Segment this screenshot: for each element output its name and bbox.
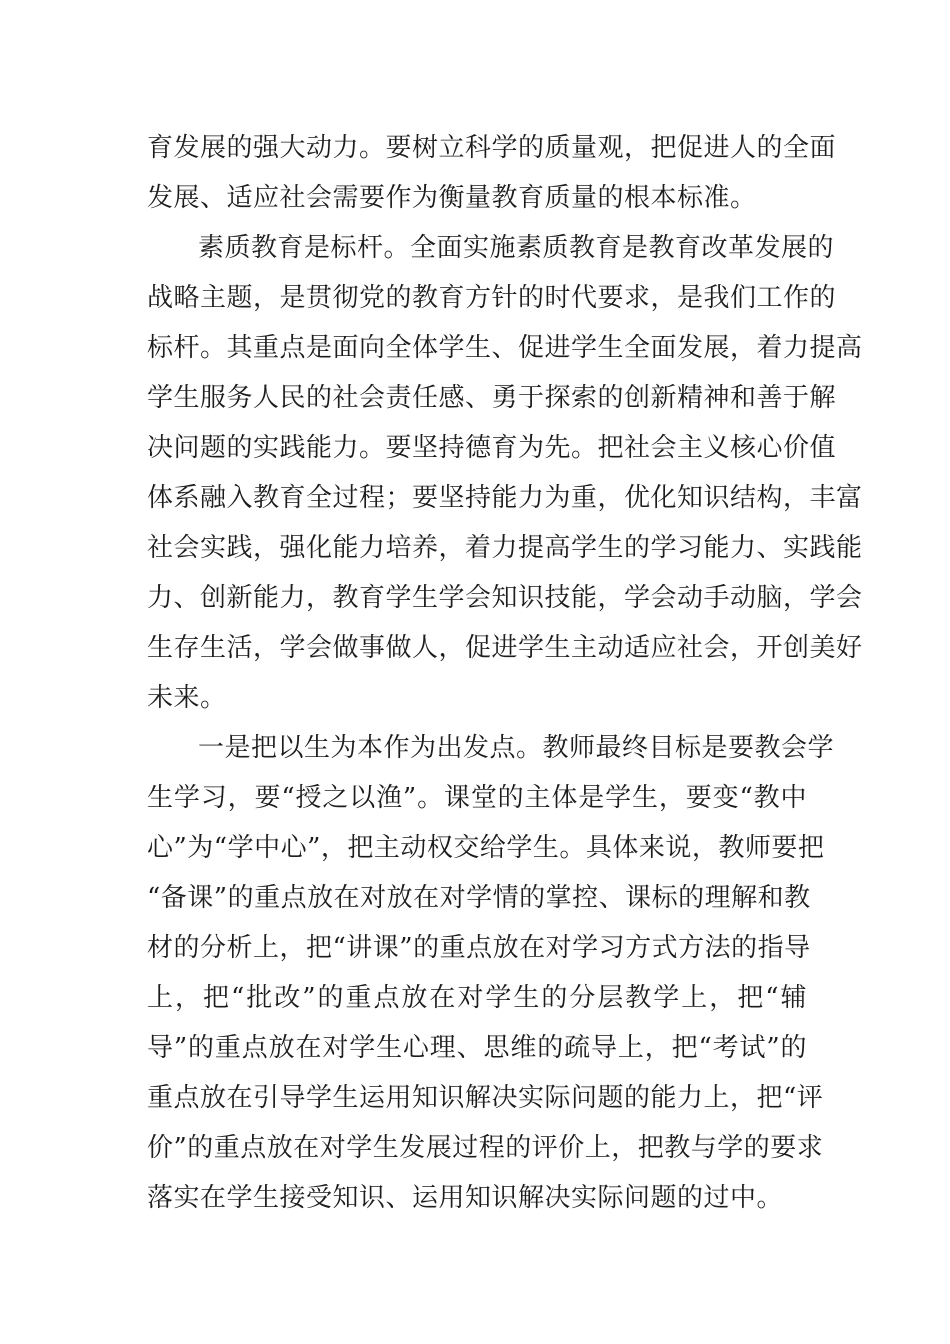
text-line: 标杆。其重点是面向全体学生、促进学生全面发展，着力提高 — [147, 333, 863, 363]
text-line: 价”的重点放在对学生发展过程的评价上，把教与学的要求 — [147, 1133, 824, 1163]
paragraph-start-line: 素质教育是标杆。全面实施素质教育是教育改革发展的 — [198, 233, 835, 263]
text-line: 生学习，要“授之以渔”。课堂的主体是学生，要变“教中 — [147, 783, 807, 813]
text-line: 学生服务人民的社会责任感、勇于探索的创新精神和善于解 — [147, 383, 837, 413]
paragraph-start-line: 一是把以生为本作为出发点。教师最终目标是要教会学 — [198, 733, 835, 763]
text-line: “备课”的重点放在对放在对学情的掌控、课标的理解和教 — [147, 883, 811, 913]
text-line: 力、创新能力，教育学生学会知识技能，学会动手动脑，学会 — [147, 583, 863, 613]
text-line: 社会实践，强化能力培养，着力提高学生的学习能力、实践能 — [147, 533, 863, 563]
text-line: 心”为“学中心”，把主动权交给学生。具体来说，教师要把 — [147, 833, 825, 863]
text-line: 上，把“批改”的重点放在对学生的分层教学上，把“辅 — [147, 983, 807, 1013]
text-line: 发展、适应社会需要作为衡量教育质量的根本标准。 — [147, 183, 757, 213]
text-line: 体系融入教育全过程；要坚持能力为重，优化知识结构，丰富 — [147, 483, 863, 513]
text-line: 未来。 — [147, 683, 227, 713]
text-line: 战略主题，是贯彻党的教育方针的时代要求，是我们工作的 — [147, 283, 837, 313]
text-line: 材的分析上，把“讲课”的重点放在对学习方式方法的指导 — [147, 933, 811, 963]
text-line: 导”的重点放在对学生心理、思维的疏导上，把“考试”的 — [147, 1033, 807, 1063]
text-line: 生存生活，学会做事做人，促进学生主动适应社会，开创美好 — [147, 633, 863, 663]
text-line: 育发展的强大动力。要树立科学的质量观，把促进人的全面 — [147, 133, 837, 163]
text-line: 落实在学生接受知识、运用知识解决实际问题的过中。 — [147, 1183, 784, 1213]
text-line: 决问题的实践能力。要坚持德育为先。把社会主义核心价值 — [147, 433, 837, 463]
text-line: 重点放在引导学生运用知识解决实际问题的能力上，把“评 — [147, 1083, 824, 1113]
